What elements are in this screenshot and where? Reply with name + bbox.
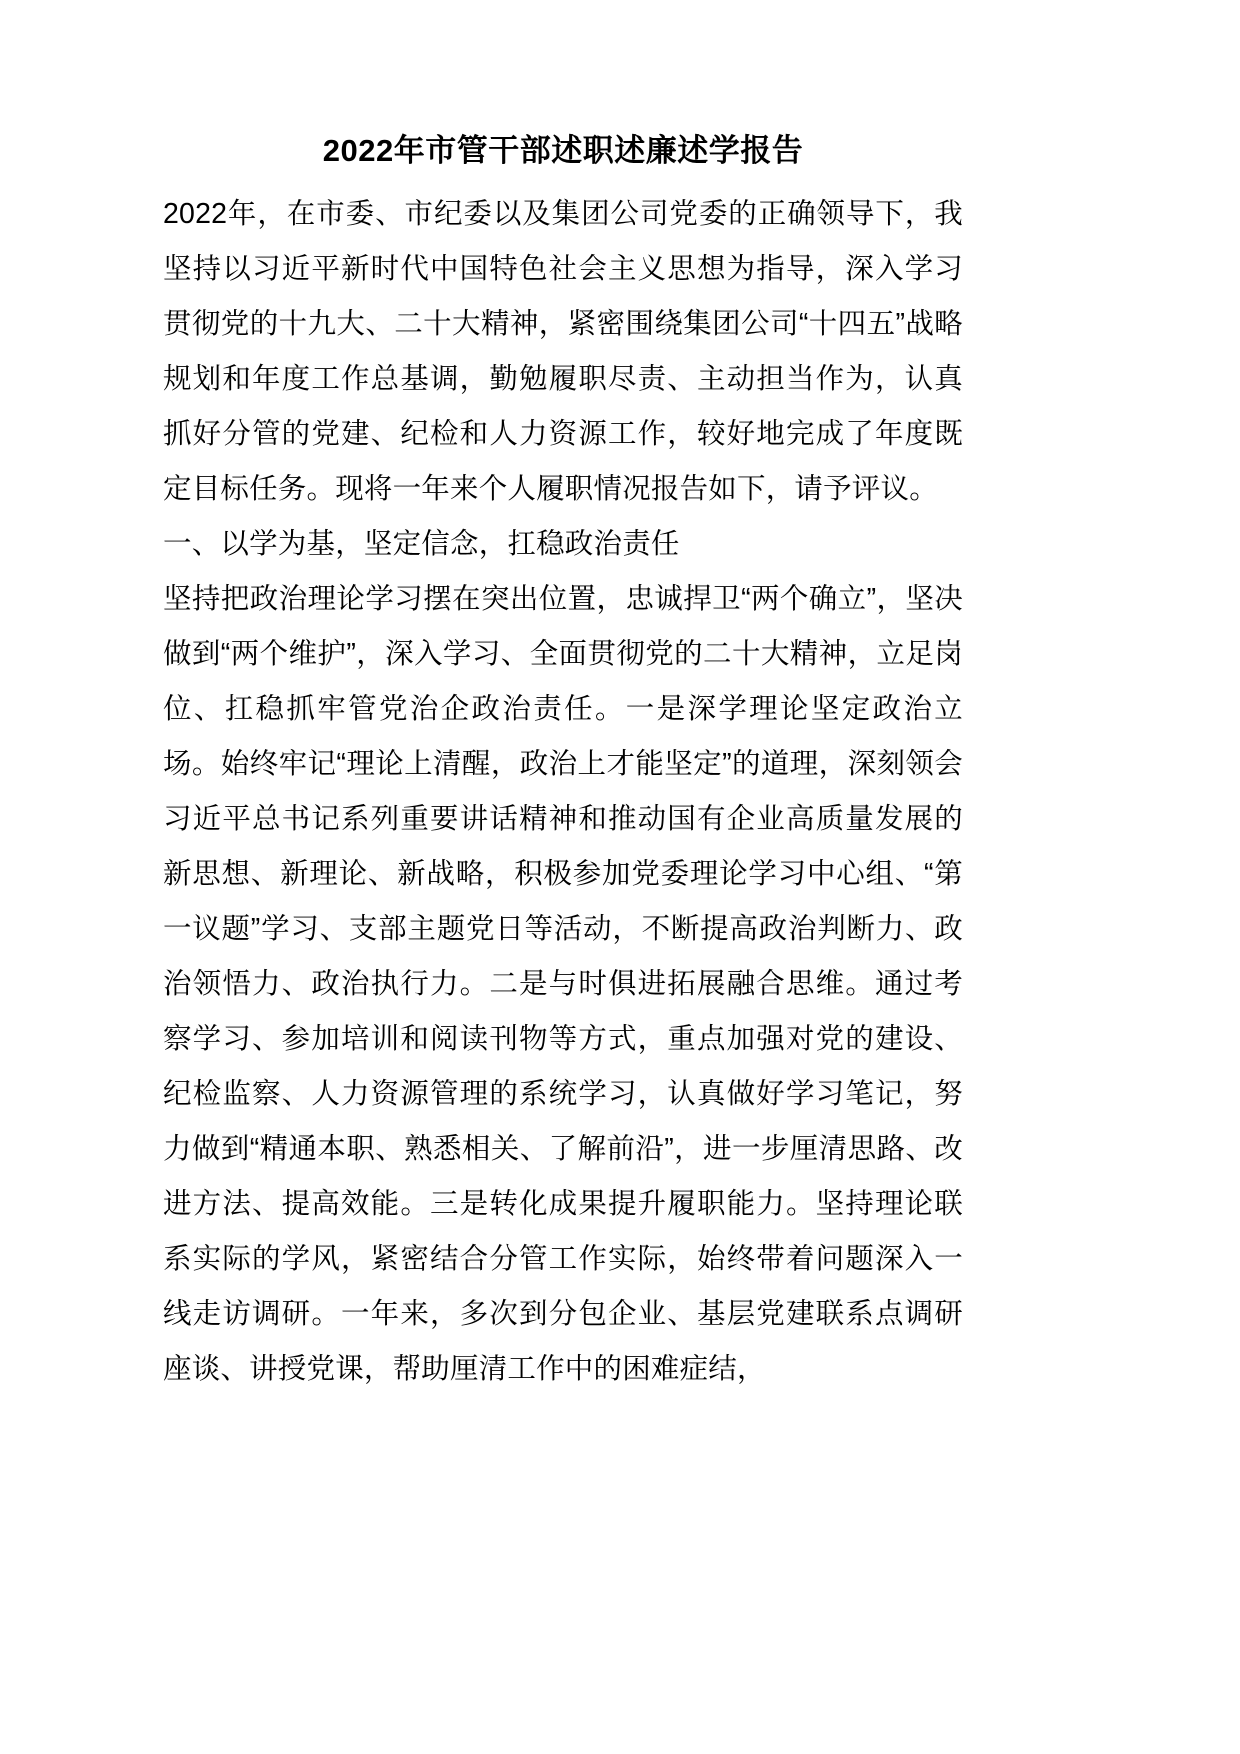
paragraph-section-one-body: 坚持把政治理论学习摆在突出位置，忠诚捍卫“两个确立”，坚决做到“两个维护”，深入学习、全面贯彻党的二十大精神，立足岗位、扛稳抓牢管党治企政治责任。一是深学理论坚定政治立场。始终牢记“理论上清醒，政治上才能坚定”的道理，深刻领会习近平总书记系列重要讲话精神和推动国有企业高质量发展的新思想、新理论、新战略，积极参加党委理论学习中心组、“第一议题”学习、支部主题党日等活动，不断提高政治判断力、政治领悟力、政治执行力。二是与时俱进拓展融合思维。通过考察学习、参加培训和阅读刊物等方式，重点加强对党的建设、纪检监察、人力资源管理的系统学习，认真做好学习笔记，努力做到“精通本职、熟悉相关、了解前沿”，进一步厘清思路、改进方法、提高效能。三是转化成果提升履职能力。坚持理论联系实际的学风，紧密结合分管工作实际，始终带着问题深入一线走访调研。一年来，多次到分包企业、基层党建联系点调研座谈、讲授党课，帮助厘清工作中的困难症结， (163, 582, 963, 1385)
section-heading-one: 一、以学为基，坚定信念，扛稳政治责任 (163, 527, 680, 560)
document-content (163, 128, 963, 1397)
page-title: 2022年市管干部述职述廉述学报告 (322, 133, 804, 168)
paragraph-intro: 2022年，在市委、市纪委以及集团公司党委的正确领导下，我坚持以习近平新时代中国特色社会主义思想为指导，深入学习贯彻党的十九大、二十大精神，紧密围绕集团公司“十四五”战略规划和年度工作总基调，勤勉履职尽责、主动担当作为，认真抓好分管的党建、纪检和人力资源工作，较好地完成了年度既定目标任务。现将一年来个人履职情况报告如下，请予评议。 (163, 197, 963, 505)
